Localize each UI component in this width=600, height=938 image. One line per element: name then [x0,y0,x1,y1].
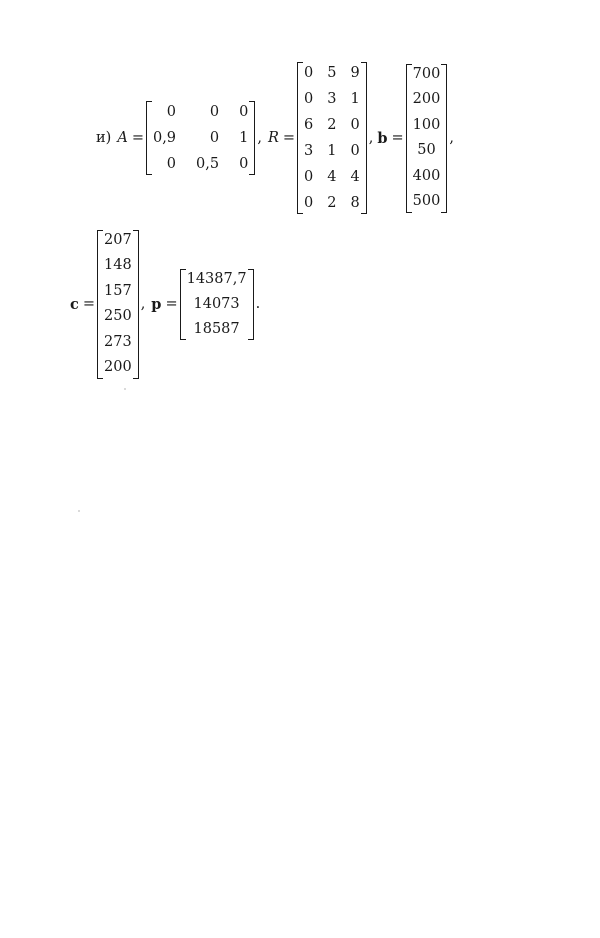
vector-p-entry: 18587 [193,320,240,337]
scan-speck [124,388,126,390]
matrix-r-cell: 1 [327,143,337,159]
matrix-a-cell: 0 [209,130,220,146]
matrix-r-cell: 4 [327,169,337,185]
scan-speck [78,510,80,512]
matrix-r-cell: 3 [304,143,314,159]
matrix-a-cell: 1 [239,130,249,146]
matrix-r-cell: 2 [327,195,337,211]
vector-c-entry: 250 [104,308,132,324]
vector-p-entry: 14387,7 [186,270,247,287]
vector-c-entry: 157 [104,282,132,299]
matrix-r-cell: 0 [304,91,314,107]
vector-c-symbol: c [70,295,79,313]
matrix-r-cell: 0 [304,65,314,81]
vector-p [180,267,254,342]
equals-sign: = [131,130,144,146]
vector-b-entry: 700 [412,65,441,82]
equation-row-2 [70,228,260,380]
vector-c-entry: 200 [104,359,132,375]
item-label: и) [96,130,112,146]
vector-c-entry: 148 [104,257,132,273]
matrix-r-cell: 3 [327,91,337,107]
vector-b-entry: 100 [412,116,441,133]
vector-b-entry: 500 [412,193,441,209]
equals-sign: = [82,296,95,312]
matrix-r-cell: 4 [350,169,360,185]
matrix-a-symbol: A [117,130,128,146]
matrix-r [297,60,367,216]
matrix-r-cell: 0 [304,169,314,185]
equals-sign: = [165,296,178,312]
matrix-r-cell: 8 [350,195,360,211]
matrix-a-cell: 0 [209,104,220,120]
vector-c [97,228,139,381]
vector-p-entry: 14073 [193,295,240,312]
matrix-r-cell: 9 [350,65,360,81]
comma: , [368,130,374,146]
matrix-r-cell: 5 [327,65,337,81]
matrix-a-cell: 0 [166,104,177,120]
matrix-r-symbol: R [267,130,279,146]
vector-c-entry: 273 [104,333,132,350]
equation-row-1 [96,62,454,214]
vector-b-symbol: b [377,129,388,147]
matrix-r-cell: 0 [350,117,360,133]
equals-sign: = [391,130,404,146]
matrix-a-cell: 0,5 [196,156,220,172]
matrix-a-cell: 0 [166,156,177,172]
equals-sign: = [282,130,296,146]
period: . [255,296,261,312]
matrix-r-cell: 0 [304,195,314,211]
vector-b-entry: 50 [417,142,436,158]
vector-b-entry: 200 [412,91,441,107]
matrix-r-cell: 2 [327,117,337,133]
matrix-r-cell: 1 [350,91,360,107]
vector-p-symbol: p [151,295,162,313]
matrix-a-cell: 0 [239,104,249,120]
comma: , [140,296,146,312]
vector-b-entry: 400 [412,167,441,184]
matrix-r-cell: 6 [304,117,314,133]
vector-c-entry: 207 [104,231,132,248]
matrix-r-cell: 0 [350,143,360,159]
matrix-a [146,99,255,177]
matrix-a-cell: 0,9 [152,130,177,146]
matrix-a-cell: 0 [239,156,249,172]
comma: , [449,130,454,146]
vector-b [406,62,448,215]
comma: , [257,130,262,146]
